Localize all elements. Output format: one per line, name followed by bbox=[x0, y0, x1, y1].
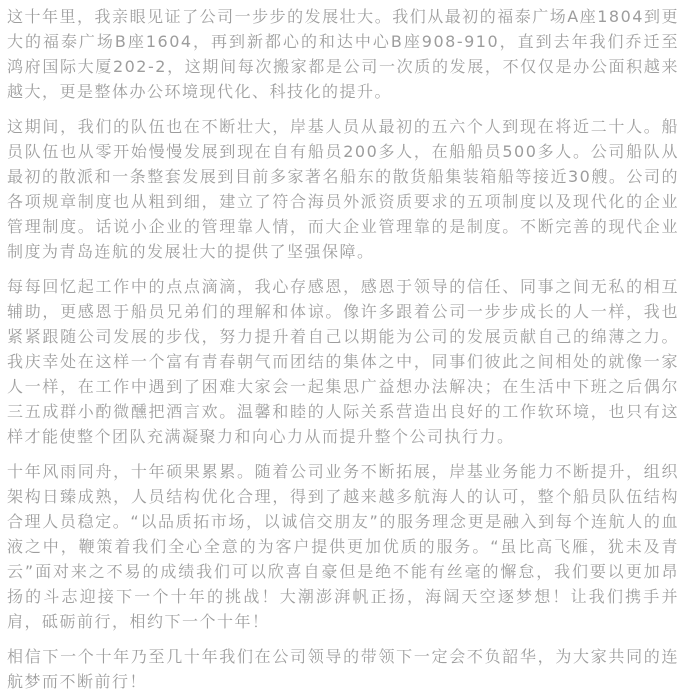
paragraph-team-growth: 这期间，我们的队伍也在不断壮大，岸基人员从最初的五六个人到现在将近二十人。船员队伍也从零开始慢慢发展到现在自有船员200多人，在船船员500多人。公司船队从最初的散派和一条整套发展到目前多家著名船东的散货船集装箱船等接近30艘。公司的各项规章制度也从粗到细，建立了符合海员外派资质要求的五项制度以及现代化的企业管理制度。话说小企业的管理靠人情，而大企业管理靠的是制度。不断完善的现代企业制度为青岛连航的发展壮大的提供了坚强保障。 bbox=[7, 117, 679, 261]
paragraph-office-growth: 这十年里，我亲眼见证了公司一步步的发展壮大。我们从最初的福泰广场A座1804到更大的福泰广场B座1604，再到新都心的和达中心B座908-910，直到去年我们乔迁至鸿府国际大厦202-2，这期间每次搬家都是公司一次质的发展，不仅仅是办公面积越来越大，更是整体办公环境现代化、科技化的提升。 bbox=[7, 7, 679, 101]
paragraph-closing-wish: 相信下一个十年乃至几十年我们在公司领导的带领下一定会不负韶华，为大家共同的连航梦而不断前行！ bbox=[7, 647, 679, 691]
paragraph-decade-achievements: 十年风雨同舟，十年硕果累累。随着公司业务不断拓展，岸基业务能力不断提升，组织架构日臻成熟，人员结构优化合理，得到了越来越多航海人的认可，整个船员队伍结构合理人员稳定。“以品质拓市场，以诚信交朋友”的服务理念更是融入到每个连航人的血液之中，鞭策着我们全心全意的为客户提供更加优质的服务。“虽比高飞雁，犹未及青云”面对来之不易的成绩我们可以欣喜自豪但是绝不能有丝毫的懈怠，我们要以更加昂扬的斗志迎接下一个十年的挑战！大潮澎湃帆正扬，海阔天空逐梦想！让我们携手并肩，砥砺前行，相约下一个十年！ bbox=[7, 462, 679, 631]
paragraph-gratitude: 每每回忆起工作中的点点滴滴，我心存感恩，感恩于领导的信任、同事之间无私的相互辅助，更感恩于船员兄弟们的理解和体谅。像许多跟着公司一步步成长的人一样，我也紧紧跟随公司发展的步伐，努力提升着自己以期能为公司的发展贡献自己的绵薄之力。我庆幸处在这样一个富有青春朝气而团结的集体之中，同事们彼此之间相处的就像一家人一样，在工作中遇到了困难大家会一起集思广益想办法解决；在生活中下班之后偶尔三五成群小酌微醺把酒言欢。温馨和睦的人际关系营造出良好的工作软环境，也只有这样才能使整个团队充满凝聚力和向心力从而提升整个公司执行力。 bbox=[7, 277, 679, 446]
